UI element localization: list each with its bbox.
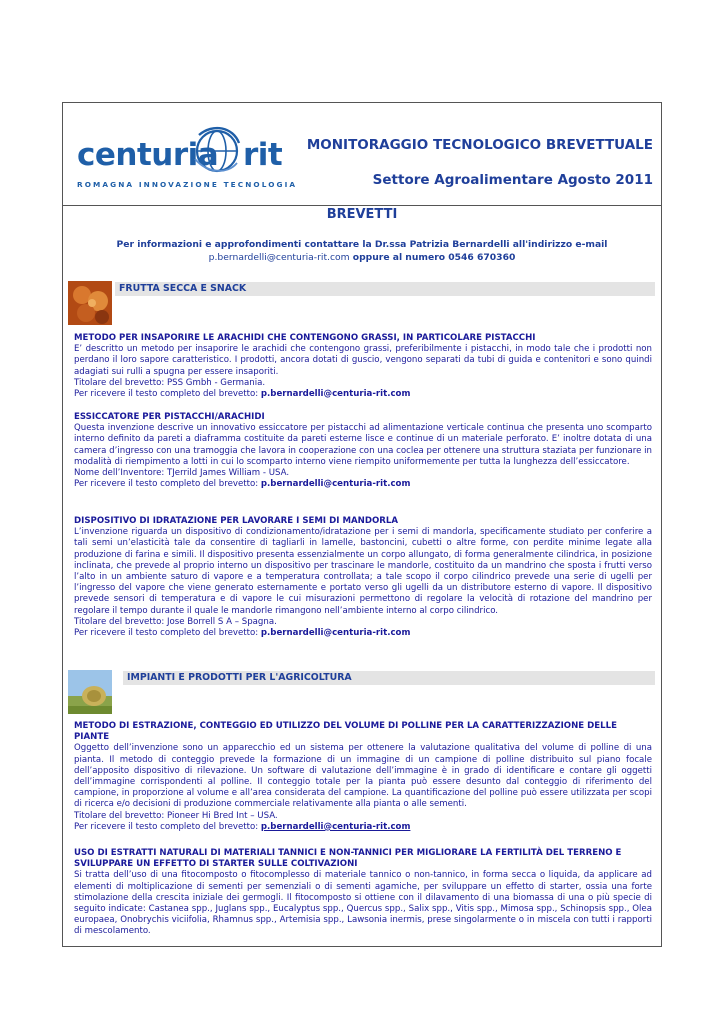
patent-holder: Titolare del brevetto: Pioneer Hi Bred Int – USA. xyxy=(74,810,278,821)
patent-description: Si tratta dell’uso di una fitocomposto o fitocomplesso di materiale tannico o non-tannico, in forma secca o liquida, da applicare ad elementi di moltiplicazione di sementi per semenziali o di sementi agamiche, per sviluppare un effetto di starter, ossia una forte stimolazione della crescita iniziale dei germogli. Il fitocomposto si ottiene con il dilavamento di una biomassa di una o più specie di seguito indicate: Castanea spp., Juglans spp., Eucalyptus spp., Quercus spp., Salix spp., Vitis spp., Mimosa spp., Schinopsis spp., Olea europaea, Onobrychis viciifolia, Rhamnus spp., Artemisia spp., Lawsonia inermis, prese singolarmente o in miscela con tutti i rapporti di mescolamento. xyxy=(74,870,652,937)
patent-email-link[interactable]: p.bernardelli@centuria-rit.com xyxy=(260,389,411,400)
contact-line-2 xyxy=(63,252,661,265)
patent-holder: Nome dell’Inventore: TJerrild James William - USA. xyxy=(74,468,290,479)
category-bar: FRUTTA SECCA E SNACK xyxy=(115,282,655,296)
patent-request-label: Per ricevere il testo completo del brevetto: xyxy=(74,821,261,832)
patent-request xyxy=(74,479,652,490)
patent-holder: Titolare del brevetto: PSS Gmbh - Germania. xyxy=(74,377,266,388)
patent-title: USO DI ESTRATTI NATURALI DI MATERIALI TANNICI E NON-TANNICI PER MIGLIORARE LA FERTILITÀ DEL TERRENO E SVILUPPARE UN EFFETTO DI STARTER SULLE COLTIVAZIONI xyxy=(74,848,622,870)
document-subtitle: Settore Agroalimentare Agosto 2011 xyxy=(372,172,653,188)
patent-item xyxy=(74,412,652,490)
patent-item xyxy=(74,848,652,938)
contact-info xyxy=(63,239,661,264)
section-title: BREVETTI xyxy=(326,207,398,222)
patent-title: DISPOSITIVO DI IDRATAZIONE PER LAVORARE I SEMI DI MANDORLA xyxy=(74,516,399,526)
contact-email-link[interactable]: p.bernardelli@centuria-rit.com xyxy=(208,251,350,263)
patent-request xyxy=(74,389,652,400)
contact-line: Per informazioni e approfondimenti contattare la Dr.ssa Patrizia Bernardelli all'indirizzo e-mail xyxy=(116,239,608,250)
patent-title: METODO PER INSAPORIRE LE ARACHIDI CHE CONTENGONO GRASSI, IN PARTICOLARE PISTACCHI xyxy=(74,333,536,343)
nuts-photo xyxy=(68,281,112,325)
patent-request xyxy=(74,628,652,639)
hay-field-photo xyxy=(68,670,112,714)
patent-email-link[interactable]: p.bernardelli@centuria-rit.com xyxy=(260,821,411,832)
page-frame xyxy=(62,102,662,947)
document-title: MONITORAGGIO TECNOLOGICO BREVETTUALE xyxy=(306,137,653,153)
header xyxy=(63,103,661,206)
patent-description: Oggetto dell’invenzione sono un apparecchio ed un sistema per ottenere la valutazione qualitativa del volume di polline di una pianta. Il metodo di conteggio prevede la formazione di un immagine di un campione di polline distribuito sul piano focale dell’apposito dispositivo di rilevazione. Un software di valutazione dell’immagine è in grado di identificare e contare gli oggetti dell’immagine corrispondenti al polline. Il conteggio totale per la pianta può essere desunto dal conteggio di riferimento del campione, in proporzione al volume e all’area considerata del campione. La quantificazione del polline può essere utilizzata per scopi di ricerca e/o decisioni di produzione commerciale relativamente alla pianta o alle sementi. xyxy=(74,743,652,810)
patent-description: L’invenzione riguarda un dispositivo di condizionamento/idratazione per i semi di mandorla, specificamente studiato per conferire a tali semi un’elasticità tale da consentire di tagliarli in lamelle, bastoncini, cubetti o altre forme, con perdite minime legate alla produzione di farina e simili. Il dispositivo presenta essenzialmente un corpo allungato, di forma generalmente cilindrica, in posizione inclinata, che prevede al proprio interno un dispositivo per trascinare le mandorle, costituito da un mandrino che sposta i frutti verso l’alto in un ambiente saturo di vapore e a temperatura controllata; a tale scopo il corpo cilindrico prevede una serie di ugelli per l’ingresso del vapore che viene generato esternamente e portato verso gli ugelli da un distributore esterno di vapore. Il dispositivo prevede sensori di temperatura e di vapore le cui misurazioni permettono di regolare la velocità di rotazione del mandrino per regolare il tempo durante il quale le mandorle rimangono nell’ambiente interno al corpo cilindrico. xyxy=(74,527,652,616)
patent-title: METODO DI ESTRAZIONE, CONTEGGIO ED UTILIZZO DEL VOLUME DI POLLINE PER LA CARATTERIZZAZIONE DELLE PIANTE xyxy=(74,721,617,743)
patent-request-label: Per ricevere il testo completo del brevetto: xyxy=(74,628,261,639)
patent-request-label: Per ricevere il testo completo del brevetto: xyxy=(74,389,261,400)
contact-phone: oppure al numero 0546 670360 xyxy=(349,251,516,263)
logo-tagline: ROMAGNA INNOVAZIONE TECNOLOGIA xyxy=(77,180,298,189)
centuria-rit-logo xyxy=(75,117,298,197)
patent-description: Questa invenzione descrive un innovativo essiccatore per pistacchi ad alimentazione verticale continua che presenta uno scomparto interno definito da pareti a diaframma costituite da pareti esterne lisce e continue di un materiale perforato. E’ inoltre dotata di una camera d’ingresso con una tramoggia che lavora in cooperazione con una coclea per ottenere una struttura staziata per funzionare in modalità di riempimento a lotti in cui lo scomparto interno viene riempito uniformemente per tutta la lunghezza dell’essiccatore. xyxy=(74,423,652,467)
patent-item xyxy=(74,333,652,400)
patent-item xyxy=(74,516,652,639)
patent-request-label: Per ricevere il testo completo del brevetto: xyxy=(74,479,261,490)
patent-title: ESSICCATORE PER PISTACCHI/ARACHIDI xyxy=(74,412,265,422)
category-bar: IMPIANTI E PRODOTTI PER L'AGRICOLTURA xyxy=(123,671,655,685)
logo-word-left: centuria xyxy=(77,137,219,173)
patent-email-link[interactable]: p.bernardelli@centuria-rit.com xyxy=(260,479,411,490)
patent-description: E’ descritto un metodo per insaporire le arachidi che contengono grassi, preferibilmente i pistacchi, in modo tale che i prodotti non perdano il loro sapore caratteristico. I prodotti, ancora dotati di guscio, vengono separati da tubi di guida e contenitori e sono quindi adagiati sui rulli a spugna per essere insaporiti. xyxy=(74,344,652,377)
patent-email-link[interactable]: p.bernardelli@centuria-rit.com xyxy=(260,628,411,639)
patent-request xyxy=(74,822,652,833)
patent-holder: Titolare del brevetto: Jose Borrell S A – Spagna. xyxy=(74,616,277,627)
logo-word-right: rit xyxy=(243,137,283,173)
globe-icon xyxy=(193,121,241,177)
patent-item xyxy=(74,721,652,833)
